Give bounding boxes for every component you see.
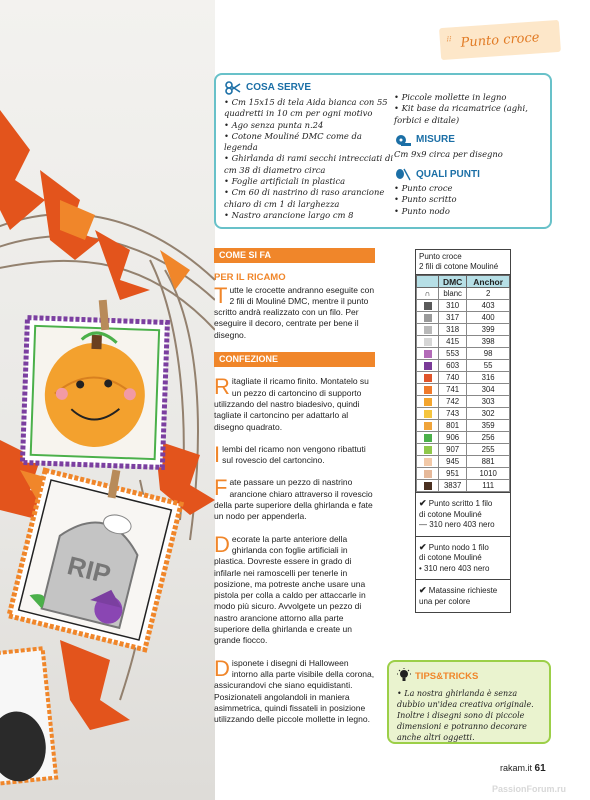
legend-anchor: 98: [467, 348, 510, 360]
color-swatch-icon: [424, 386, 432, 394]
note-text: una per colore: [419, 596, 471, 606]
legend-symbol: [417, 444, 439, 456]
legend-anchor: 1010: [467, 468, 510, 480]
color-swatch-icon: [424, 314, 432, 322]
note-text: di cotone Mouliné: [419, 553, 482, 562]
note-text: Punto scritto 1 filo: [428, 499, 493, 508]
legend-note: [416, 579, 510, 612]
color-swatch-icon: [424, 398, 432, 406]
legend-row: [417, 360, 510, 372]
legend-dmc: 741: [439, 384, 467, 396]
legend-header: [416, 250, 510, 275]
legend-col-symbol: [417, 276, 439, 288]
color-swatch-icon: [424, 470, 432, 478]
color-swatch-icon: ∩: [424, 289, 431, 299]
legend-dmc: 3837: [439, 480, 467, 492]
materials-list: [224, 97, 394, 221]
svg-text:RIP: RIP: [64, 550, 114, 590]
tips-text: • La nostra ghirlanda è senza dubbio un'idea creativa originale. Inoltre i disegni sono di piccole dimensioni e potranno decorare anche altri oggetti.: [397, 689, 534, 742]
legend-dmc: 907: [439, 444, 467, 456]
legend-symbol: [417, 420, 439, 432]
page-number: 61: [534, 763, 546, 774]
legend-table: [416, 275, 510, 492]
legend-symbol: [417, 432, 439, 444]
thread-legend: [415, 249, 511, 613]
materials-title: COSA SERVE: [246, 82, 312, 94]
legend-dmc: 310: [439, 300, 467, 312]
legend-dmc: 906: [439, 432, 467, 444]
legend-col-dmc: DMC: [439, 276, 467, 288]
legend-dmc: 945: [439, 456, 467, 468]
legend-anchor: 403: [467, 300, 510, 312]
drop-cap: T: [214, 282, 228, 308]
legend-dmc: 317: [439, 312, 467, 324]
lightbulb-icon: [397, 668, 411, 685]
legend-row: [417, 336, 510, 348]
legend-symbol: [417, 324, 439, 336]
legend-symbol: [417, 360, 439, 372]
legend-symbol: [417, 480, 439, 492]
watermark: PassionForum.ru: [492, 784, 567, 794]
tips-box: [387, 660, 551, 744]
legend-row: [417, 480, 510, 492]
legend-symbol: [417, 384, 439, 396]
check-icon: ✔: [419, 498, 427, 508]
color-swatch-icon: [424, 434, 432, 442]
materials-column-left: [224, 81, 394, 221]
legend-note-line: [419, 597, 507, 608]
materials-item: • Cm 60 di nastrino di raso arancione chiaro di cm 1 di larghezza: [224, 187, 394, 210]
legend-anchor: 255: [467, 444, 510, 456]
paragraph-text: isponete i disegni di Halloween intorno alla parte visibile della corona, assicurandovi che siano equidistanti. Posizionateli angolandoli in maniera asimmetrica, quindi fissateli in posizione utilizzando delle piccole mollette in legno.: [214, 657, 375, 725]
legend-title: Punto croce: [419, 252, 462, 261]
note-text: di cotone Mouliné: [419, 509, 482, 519]
legend-row: [417, 420, 510, 432]
measures-heading: [394, 133, 549, 147]
stitch-item: • Punto croce: [394, 183, 549, 194]
color-swatch-icon: [424, 422, 432, 430]
color-swatch-icon: [424, 326, 432, 334]
legend-row: [417, 408, 510, 420]
legend-note-line: [419, 553, 507, 564]
legend-anchor: 55: [467, 360, 510, 372]
legend-dmc: blanc: [439, 288, 467, 300]
legend-symbol: [417, 312, 439, 324]
paragraph-text: ate passare un pezzo di nastrino arancione chiaro attraverso il rovescio della parte superiore della ghirlanda e fate un nodo per appenderla.: [214, 477, 373, 522]
assembly-bar: CONFEZIONE: [214, 352, 375, 367]
stitches-heading: [394, 167, 549, 181]
stitches-title: QUALI PUNTI: [416, 168, 480, 180]
legend-subtitle: 2 fili di cotone Mouliné: [419, 262, 499, 271]
measures-title: MISURE: [416, 134, 455, 146]
materials-item: • Foglie artificiali in plastica: [224, 176, 394, 187]
stitches-list: [394, 183, 549, 217]
legend-anchor: 303: [467, 396, 510, 408]
paragraph-text: lembi del ricamo non vengono ribattuti sul rovescio del cartoncino.: [222, 443, 366, 466]
legend-symbol: [417, 456, 439, 468]
legend-note-line: [419, 564, 507, 575]
legend-anchor: 302: [467, 408, 510, 420]
legend-row: [417, 288, 510, 300]
page-footer: [500, 763, 546, 774]
instructions-column: [214, 248, 375, 736]
drop-cap: I: [214, 441, 221, 467]
materials-column-right: [394, 81, 549, 217]
tape-measure-icon: [394, 133, 412, 147]
legend-symbol: [417, 372, 439, 384]
legend-symbol: [417, 468, 439, 480]
assembly-paragraph: [214, 376, 375, 432]
assembly-paragraph: [214, 531, 375, 647]
materials-heading: [224, 81, 394, 95]
color-swatch-icon: [424, 350, 432, 358]
legend-symbol: [417, 348, 439, 360]
legend-anchor: 359: [467, 420, 510, 432]
legend-col-anchor: Anchor: [467, 276, 510, 288]
materials-list-right: [394, 92, 549, 126]
color-swatch-icon: [424, 410, 432, 418]
legend-anchor: 256: [467, 432, 510, 444]
legend-symbol: [417, 396, 439, 408]
tips-heading: [397, 668, 541, 685]
measures-text: Cm 9x9 circa per disegno: [394, 148, 503, 159]
legend-note: [416, 492, 510, 536]
section-tag: [439, 20, 561, 60]
legend-row: [417, 468, 510, 480]
color-swatch-icon: [424, 362, 432, 370]
legend-note-line: [419, 542, 507, 554]
legend-symbol: [417, 336, 439, 348]
legend-row: [417, 372, 510, 384]
legend-body: [417, 288, 510, 492]
legend-note-line: [419, 585, 507, 597]
paragraph-text: itagliate il ricamo finito. Montatelo su un pezzo di cartoncino di supporto utilizzando del nastro biadesivo, quindi tagliate il cartoncino per adattarlo al disegno quadrato.: [214, 376, 369, 432]
assembly-paragraph: [214, 441, 375, 467]
legend-row: [417, 324, 510, 336]
legend-dmc: 801: [439, 420, 467, 432]
legend-note-line: [419, 498, 507, 510]
materials-item: • Cm 15x15 di tela Aida bianca con 55 quadretti in 10 cm per ogni motivo: [224, 97, 394, 120]
color-swatch-icon: [424, 338, 432, 346]
legend-note-line: [419, 520, 507, 531]
tag-dots-icon: ⁝⁝: [445, 34, 452, 44]
legend-row: [417, 348, 510, 360]
legend-anchor: 304: [467, 384, 510, 396]
check-icon: ✔: [419, 585, 427, 595]
needle-thread-icon: [394, 167, 412, 181]
legend-row: [417, 384, 510, 396]
materials-box: [214, 73, 552, 229]
legend-anchor: 111: [467, 480, 510, 492]
how-to-bar: COME SI FA: [214, 248, 375, 263]
legend-anchor: 881: [467, 456, 510, 468]
legend-symbol: [417, 408, 439, 420]
tips-body: La nostra ghirlanda è senza dubbio un'idea creativa originale. Inoltre i disegni sono di piccole dimensioni e potranno decorare anche altri oggetti.: [397, 689, 534, 742]
legend-row: [417, 456, 510, 468]
tag-label: Punto croce: [460, 29, 540, 51]
legend-notes: [416, 492, 510, 612]
paragraph-text: utte le crocette andranno eseguite con 2 fili di Mouliné DMC, mentre il punto scritto andrà realizzato con un filo. Per eseguire il decoro, centrate per bene il disegno.: [214, 284, 375, 340]
drop-cap: F: [214, 475, 228, 501]
materials-item: • Ghirlanda di rami secchi intrecciati di cm 38 di diametro circa: [224, 153, 394, 176]
legend-anchor: 398: [467, 336, 510, 348]
embroidery-paragraph: [214, 282, 375, 341]
legend-anchor: 399: [467, 324, 510, 336]
assembly-paragraph: [214, 655, 375, 726]
embroidery-subheading: PER IL RICAMO: [214, 272, 286, 284]
legend-row: [417, 396, 510, 408]
legend-dmc: 603: [439, 360, 467, 372]
tips-title: TIPS&TRICKS: [415, 671, 479, 682]
wreath-photo: [0, 0, 215, 800]
legend-anchor: 316: [467, 372, 510, 384]
color-swatch-icon: [424, 374, 432, 382]
color-swatch-icon: [424, 302, 432, 310]
legend-row: [417, 300, 510, 312]
note-text: Punto nodo 1 filo: [428, 542, 489, 552]
note-text: • 310 nero 403 nero: [419, 563, 490, 573]
color-swatch-icon: [424, 458, 432, 466]
drop-cap: D: [214, 655, 230, 681]
assembly-paragraph: [214, 477, 375, 522]
legend-dmc: 318: [439, 324, 467, 336]
materials-item: • Piccole mollette in legno: [394, 92, 549, 103]
legend-dmc: 553: [439, 348, 467, 360]
legend-symbol: [417, 288, 439, 300]
materials-item: • Cotone Mouliné DMC come da legenda: [224, 131, 394, 154]
note-text: Matassine richieste: [428, 586, 498, 595]
legend-symbol: [417, 300, 439, 312]
drop-cap: D: [214, 531, 230, 557]
legend-row: [417, 444, 510, 456]
scissors-icon: [224, 81, 242, 95]
legend-anchor: 2: [467, 288, 510, 300]
legend-dmc: 743: [439, 408, 467, 420]
legend-anchor: 400: [467, 312, 510, 324]
legend-dmc: 742: [439, 396, 467, 408]
legend-note-line: [419, 510, 507, 521]
footer-site: rakam.it: [500, 763, 533, 773]
paragraph-text: ecorate la parte anteriore della ghirlanda con foglie artificiali in plastica. Dovreste essere in grado di infilarle nei ramoscelli per tenerle in posizione, ma potreste anche usare una pistola per colla a caldo per attaccarle in modo più sicuro. Avvolgete un pezzo di nastro arancione attorno alla parte superiore della ghirlanda e create un grande fiocco.: [214, 533, 366, 646]
legend-row: [417, 432, 510, 444]
legend-dmc: 415: [439, 336, 467, 348]
legend-note: [416, 536, 510, 580]
legend-dmc: 951: [439, 468, 467, 480]
drop-cap: R: [214, 374, 230, 400]
materials-item: • Ago senza punta n.24: [224, 120, 394, 131]
color-swatch-icon: [424, 446, 432, 454]
materials-item: • Nastro arancione largo cm 8: [224, 210, 394, 221]
check-icon: ✔: [419, 541, 427, 552]
materials-item: • Kit base da ricamatrice (aghi, forbici e ditale): [394, 103, 549, 126]
stitch-item: • Punto nodo: [394, 206, 549, 217]
legend-row: [417, 312, 510, 324]
color-swatch-icon: [424, 482, 432, 490]
legend-dmc: 740: [439, 372, 467, 384]
note-text: — 310 nero 403 nero: [419, 520, 495, 529]
stitch-item: • Punto scritto: [394, 194, 549, 205]
